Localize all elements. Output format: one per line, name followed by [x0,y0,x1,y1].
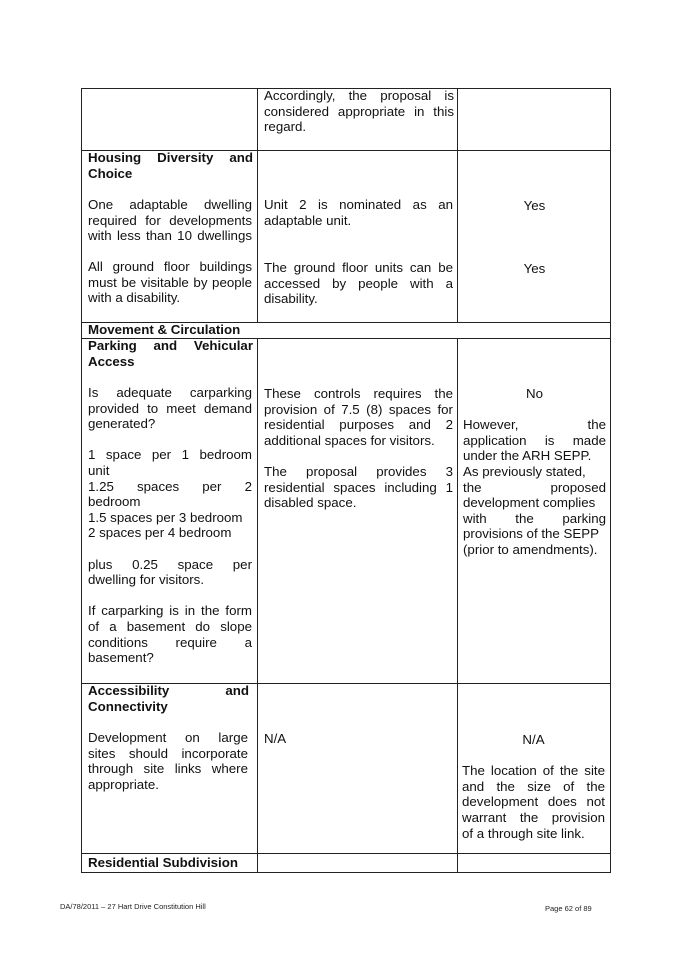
text-line: dwelling for visitors. [88,572,205,588]
text-line: The proposal provides 3 [264,463,453,479]
parking-heading [88,338,253,369]
text-line: adaptable unit. [264,212,352,228]
text-line: If carparking is in the form [88,603,252,619]
heading-line: Residential Subdivision [88,855,238,870]
text-line: However, the [463,417,606,433]
col-border [257,88,258,322]
parking-compliance [463,386,606,558]
text-line: required for developments [88,212,252,228]
text-line: of a basement do slope [88,618,252,634]
text-line: 1.25 spaces per 2 [88,478,252,494]
text-line: As previously stated, [463,463,586,479]
heading-line: Access [88,353,135,369]
access-compliance [462,732,605,841]
text-line: generated? [88,416,156,432]
section-title: Movement & Circulation [88,322,241,337]
status-text: Yes [523,198,546,213]
status-text: N/A [522,732,545,747]
text-line: the proposed [463,479,606,495]
parking-proposal [264,386,453,511]
text-line: development does not [462,794,605,810]
text-line: provided to meet demand [88,400,252,416]
status-text: No [526,386,543,401]
text-line: All ground floor buildings [88,259,252,274]
text-line: residential spaces including 1 [264,479,453,495]
text-line: application is made [463,432,606,448]
text-line: with less than 10 dwellings [88,228,252,244]
housing-proposal-2 [264,260,453,307]
access-heading [88,683,249,714]
col-border [457,88,458,322]
text-line: 1.5 spaces per 3 bedroom [88,509,243,525]
housing-compliance-1 [462,198,607,214]
col-border [81,88,82,872]
heading-line: Choice [88,165,133,181]
text-line: The location of the site [462,763,605,779]
text-line: conditions require a [88,634,252,650]
text-line: bedroom [88,494,141,510]
text-line: sites should incorporate [88,745,248,761]
housing-heading [88,150,253,181]
text-line: basement? [88,650,154,666]
parking-control [88,385,252,666]
movement-section-heading [88,322,288,338]
col-border [457,338,458,872]
heading-line: Housing Diversity and [88,150,253,165]
page-number: Page 62 of 89 [545,904,592,913]
text-line: 2 spaces per 4 bedroom [88,525,232,541]
subdivision-heading [88,855,256,871]
footer-reference: DA/78/2011 – 27 Hart Drive Constitution Hill [60,902,206,911]
text-line: must be visitable by people [88,274,252,290]
text-line: with the parking [463,510,606,526]
row-border [81,853,611,854]
text-line: accessed by people with a [264,275,453,291]
text-line: N/A [264,731,287,746]
text-line: of a through site link. [462,825,585,841]
col-border [610,88,611,872]
text-line: Accordingly, the proposal is [264,88,454,103]
text-line: 1 space per 1 bedroom [88,447,252,463]
text-line: and the size of the [462,778,605,794]
text-line: considered appropriate in this [264,103,454,119]
text-line: residential purposes and 2 [264,417,453,433]
heading-line: Accessibility and [88,683,249,698]
heading-line: Connectivity [88,698,168,714]
text-line: through site links where [88,761,248,777]
row-border [81,872,611,873]
text-line: unit [88,462,110,478]
access-proposal [264,731,453,747]
top-row-proposal [264,88,454,135]
text-line: warrant the provision [462,809,605,825]
col-border [257,338,258,872]
status-text: Yes [523,261,546,276]
text-line: appropriate. [88,776,159,792]
housing-control-2 [88,259,252,306]
text-line: The ground floor units can be [264,260,453,275]
text-line: under the ARH SEPP. [463,448,592,464]
text-line: disability. [264,291,318,307]
text-line: regard. [264,119,307,135]
text-line: One adaptable dwelling [88,197,252,212]
text-line: These controls requires the [264,386,453,401]
text-line: (prior to amendments). [463,541,598,557]
text-line: disabled space. [264,495,357,511]
text-line: Development on large [88,730,248,745]
text-line: development complies [463,495,596,511]
housing-control-1 [88,197,252,244]
text-line: provisions of the SEPP [463,526,599,542]
text-line: plus 0.25 space per [88,556,252,572]
access-control [88,730,248,792]
heading-line: Parking and Vehicular [88,338,253,353]
text-line: provision of 7.5 (8) spaces for [264,401,453,417]
text-line: additional spaces for visitors. [264,432,435,448]
housing-compliance-2 [462,261,607,277]
text-line: Is adequate carparking [88,385,252,400]
text-line: Unit 2 is nominated as an [264,197,453,212]
housing-proposal-1 [264,197,453,228]
text-line: with a disability. [88,290,181,306]
